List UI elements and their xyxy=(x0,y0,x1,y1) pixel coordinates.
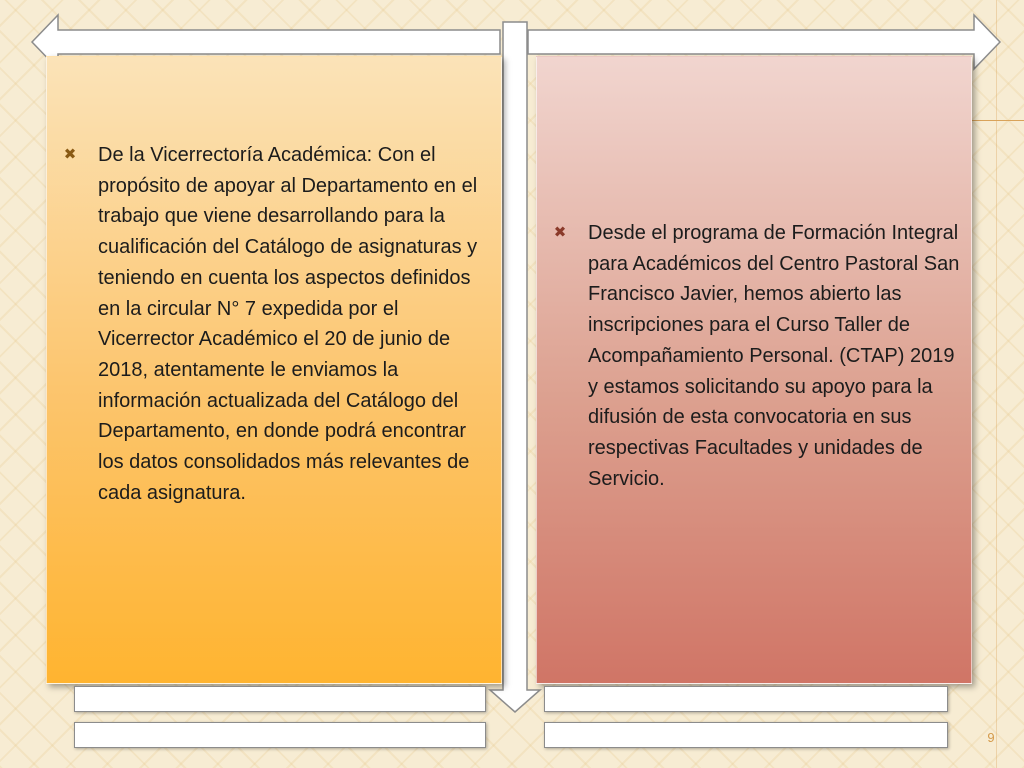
left-empty-box-2 xyxy=(74,722,486,748)
x-mark-icon: ✖ xyxy=(63,145,77,163)
right-bullet-text: Desde el programa de Formación Integral para Académicos del Centro Pastoral San Francisco Javier, hemos abierto las inscripciones para el Curso Taller de Acompañamiento Personal. (CTAP) 2019 y estamos solicitando su apoyo para la difusión de esta convocatoria en sus respectivas Facultades y unidades de Servicio. xyxy=(588,222,960,490)
left-bullet-item xyxy=(62,140,482,508)
page-number: 9 xyxy=(987,730,995,745)
x-mark-icon: ✖ xyxy=(553,223,567,241)
right-empty-box-2 xyxy=(544,722,948,748)
right-empty-box-1 xyxy=(544,686,948,712)
left-bullet-text: De la Vicerrectoría Académica: Con el propósito de apoyar al Departamento en el trabajo que viene desarrollando para la cualificación del Catálogo de asignaturas y teniendo en cuenta los aspectos definidos en la circular N° 7 expedida por el Vicerrector Académico el 20 de junio de 2018, atentamente le enviamos la información actualizada del Catálogo del Departamento, en donde podrá encontrar los datos consolidados más relevantes de cada asignatura. xyxy=(98,144,478,504)
left-empty-box-1 xyxy=(74,686,486,712)
right-bullet-item xyxy=(552,218,962,494)
